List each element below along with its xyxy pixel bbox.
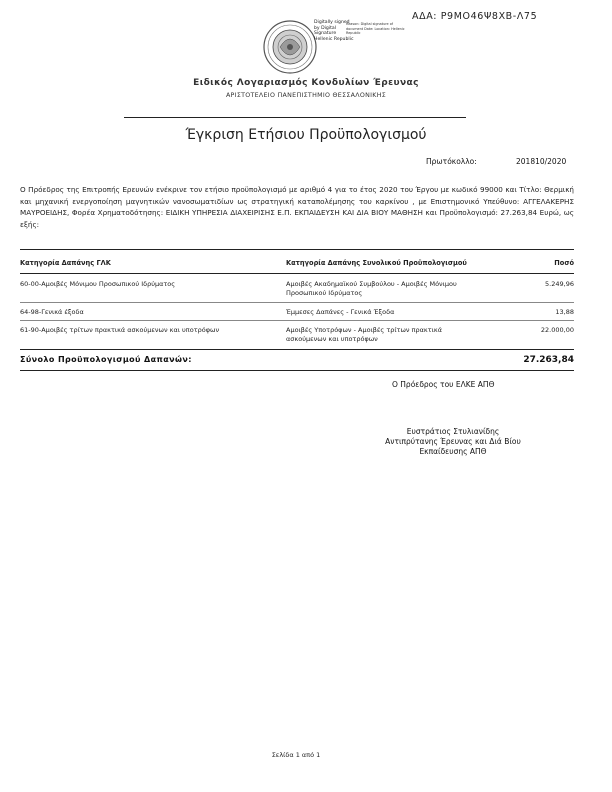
total-value: 27.263,84 <box>523 355 574 365</box>
row-1-glk: 60-00-Αμοιβές Μόνιμου Προσωπικού Ιδρύματος <box>20 280 176 288</box>
row-3-glk: 61-90-Αμοιβές τρίτων πρακτικά ασκούμενων και υποτρόφων <box>20 326 220 334</box>
row-2-category: Έμμεσες Δαπάνες - Γενικά Έξοδα <box>286 308 395 316</box>
digital-signature-left-text: Digitally signed by Digital Signature Hellenic Republic <box>314 20 354 42</box>
digital-signature-right-text: Reason: Digital signature of document Date: Location: Hellenic Republic <box>346 22 405 36</box>
row-2-glk: 64-98-Γενικά έξοδα <box>20 308 84 316</box>
row-1-category: Αμοιβές Ακαδημαϊκού Συμβούλου - Αμοιβές Μόνιμου Προσωπικού Ιδρύματος <box>286 280 457 297</box>
university-name: ΑΡΙΣΤΟΤΕΛΕΙΟ ΠΑΝΕΠΙΣΤΗΜΙΟ ΘΕΣΣΑΛΟΝΙΚΗΣ <box>225 92 387 99</box>
protocol-label: Πρωτόκολλο: <box>426 157 477 166</box>
document-title: Έγκριση Ετήσιου Προϋπολογισμού <box>185 127 427 143</box>
digital-signature-seal-icon <box>262 19 318 75</box>
row-3-category: Αμοιβές Υποτρόφων - Αμοιβές τρίτων πρακτικά ασκούμενων και υποτρόφων <box>286 326 442 343</box>
row-2-amount: 13,88 <box>555 308 574 316</box>
table-total-rule <box>20 349 574 350</box>
intro-paragraph: Ο Πρόεδρος της Επιτροπής Ερευνών ενέκρινε τον ετήσιο προϋπολογισμό με αριθμό 4 για το έτος 2020 του Έργου με κωδικό 99000 και Τίτλο: Θερμική και μηχανική ενεργοποίηση μαγνητικών νανοσωματιδίων ως στρατηγική καταπολέμησης του καρκίνου , με Επιστημονικό Υπεύθυνο: ΑΓΓΕΛΑΚΕΡΗΣ ΜΑΥΡΟΕΙΔΗΣ, Φορέα Χρηματοδότησης: ΕΙΔΙΚΗ ΥΠΗΡΕΣΙΑ ΔΙΑΧΕΙΡΙΣΗΣ Ε.Π. ΕΚΠΑΙΔΕΥΣΗ ΚΑΙ ΔΙΑ ΒΙΟΥ ΜΑΘΗΣΗ και Προϋπολογισμό: 27.263,84 Ευρώ, ως εξής: <box>20 185 574 229</box>
signer-role-line-1: Αντιπρύτανης Έρευνας και Διά Βίου <box>385 437 521 446</box>
ada-code: ΑΔΑ: Ρ9ΜΟ46Ψ8ΧΒ-Λ75 <box>412 11 538 22</box>
org-name: Ειδικός Λογαριασμός Κονδυλίων Έρευνας <box>193 78 419 88</box>
signer-block <box>370 427 536 457</box>
total-label: Σύνολο Προϋπολογισμού Δαπανών: <box>20 355 192 364</box>
page-number: Σελίδα 1 από 1 <box>271 751 321 759</box>
row-1-amount: 5.249,96 <box>545 280 574 288</box>
signer-role-line-2: Εκπαίδευσης ΑΠΘ <box>419 447 487 456</box>
table-top-rule <box>20 249 574 250</box>
row-3-amount: 22.000,00 <box>540 326 574 334</box>
header-divider <box>124 117 466 118</box>
table-bottom-rule <box>20 370 574 371</box>
protocol-value: 201810/2020 <box>516 157 567 166</box>
row-divider <box>20 302 574 303</box>
header-amount: Ποσό <box>554 259 574 267</box>
header-budget-category: Κατηγορία Δαπάνης Συνολικού Προϋπολογισμού <box>286 259 467 267</box>
row-divider <box>20 320 574 321</box>
table-header-rule <box>20 273 574 274</box>
signer-name: Ευστράτιος Στυλιανίδης <box>406 427 500 436</box>
header-glk-category: Κατηγορία Δαπάνης ΓΛΚ <box>20 259 111 267</box>
signature-title: Ο Πρόεδρος του ΕΛΚΕ ΑΠΘ <box>392 380 495 389</box>
